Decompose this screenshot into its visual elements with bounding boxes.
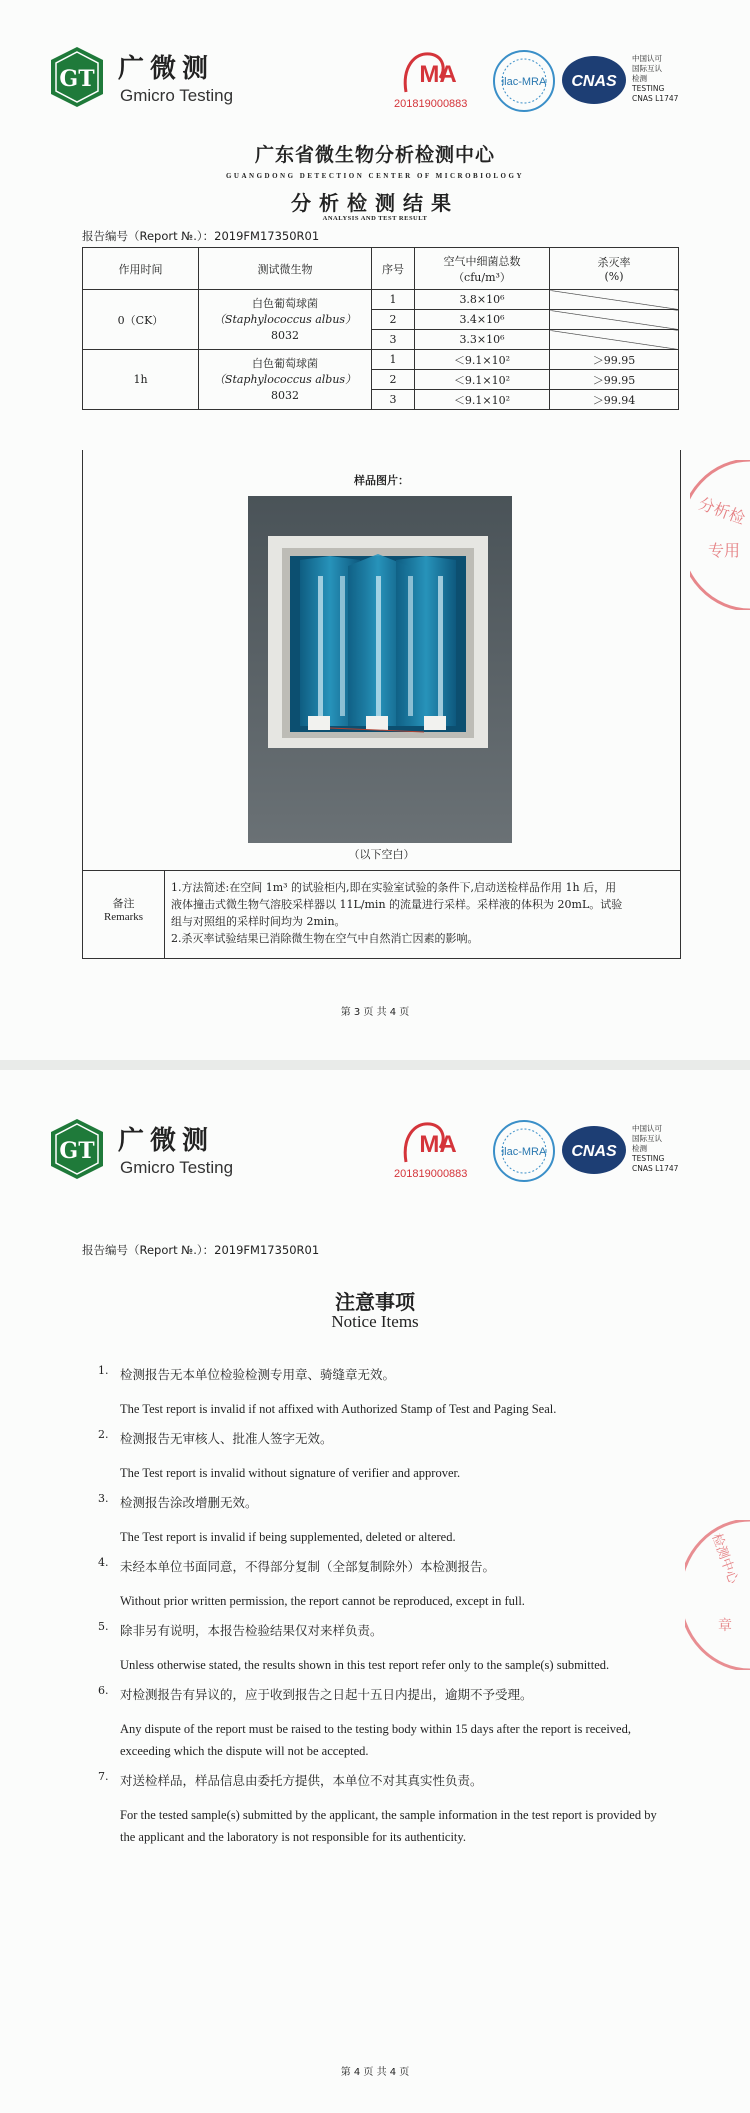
- cnas-logo-icon: [560, 54, 628, 106]
- notice-item: 4. 未经本单位书面同意，不得部分复制（全部复制除外）本检测报告。 Without prior written permission, the report cannot be reproduced, except in full.: [98, 1556, 525, 1608]
- count-cell: ＜9.1×10²: [415, 390, 550, 410]
- seq-cell: 2: [372, 370, 415, 390]
- notice-item: 6. 对检测报告有异议的，应于收到报告之日起十五日内提出，逾期不予受理。 Any dispute of the report must be raised to the testing body within 15 days after the report is received, exceeding which the dispute will not be accepted.: [98, 1684, 631, 1758]
- header-count: 空气中细菌总数 （cfu/m³）: [415, 248, 550, 290]
- gmicro-logo: [48, 44, 258, 114]
- group-organism: 白色葡萄球菌 （Staphylococcus albus） 8032: [199, 290, 372, 350]
- remarks-box: [82, 870, 681, 959]
- kill-cell: ＞99.94: [550, 390, 679, 410]
- kill-cell: [550, 330, 679, 350]
- svg-text:章: 章: [718, 1618, 732, 1634]
- report-number: 报告编号（Report №.）：2019FM17350R01: [82, 229, 320, 243]
- notice-title-en: Notice Items: [331, 1312, 419, 1331]
- cma-number: 201819000883: [394, 98, 468, 110]
- ilac-label: ilac-MRA: [501, 1146, 547, 1158]
- notice-title-cn: 注意事项: [335, 1290, 415, 1314]
- cma-label: MA: [419, 61, 457, 88]
- count-cell: ＜9.1×10²: [415, 350, 550, 370]
- cma-logo-icon: [400, 1118, 474, 1166]
- remarks-label: 备注 Remarks: [83, 871, 165, 958]
- sample-photo: [248, 496, 512, 843]
- notice-item: 5. 除非另有说明，本报告检验结果仅对来样负责。 Unless otherwise stated, the results shown in this test report refer only to the sample(s) submitted.: [98, 1620, 610, 1672]
- group-time: 0（CK）: [83, 290, 199, 350]
- cnas-accreditation-text: 中国认可 国际互认 检测 TESTING CNAS L1747: [632, 54, 679, 103]
- sample-photo-section: [82, 450, 681, 870]
- notice-item: 1. 检测报告无本单位检验检测专用章、骑缝章无效。 The Test report is invalid if not affixed with Authorized Stamp of Test and Paging Seal.: [98, 1364, 557, 1416]
- remarks-text: 1.方法简述:在空间 1m³ 的试验柜内,即在实验室试验的条件下,启动送检样品作用 1h 后，用 液体撞击式微生物气溶胶采样器以 11L/min 的流量进行采样。采样液的体积为 20mL。试验 组与对照组的采样时间均为 2min。 2.杀灭率试验结果已消除微生物在空气中自然消亡因素的影响。: [171, 881, 623, 945]
- result-title-en: ANALYSIS AND TEST RESULT: [322, 215, 428, 222]
- results-table: [82, 247, 679, 410]
- notice-item: 7. 对送检样品，样品信息由委托方提供，本单位不对其真实性负责。 For the tested sample(s) submitted by the applicant, the sample information in the test report is provided by the applicant and the laboratory is not responsible for its authenticity.: [98, 1770, 657, 1844]
- brand-name-cn: 广微测: [118, 1126, 215, 1156]
- notice-list: [98, 1364, 658, 1856]
- header-kill-rate: 杀灭率 (%): [550, 248, 679, 290]
- gt-badge-icon: [48, 1118, 106, 1180]
- table-header-row: [83, 248, 679, 290]
- kill-cell: ＞99.95: [550, 350, 679, 370]
- kill-cell: [550, 310, 679, 330]
- ilac-mra-logo-icon: [490, 48, 558, 114]
- header-seq: 序号: [372, 248, 415, 290]
- red-seal-stamp: [690, 460, 750, 610]
- svg-text:专用: 专用: [707, 541, 741, 560]
- logo-badge-text: GT: [59, 1138, 95, 1164]
- table-row: [83, 290, 679, 310]
- count-cell: ＜9.1×10²: [415, 370, 550, 390]
- certification-logos: [394, 48, 720, 118]
- svg-text:检测中心: 检测中心: [708, 1531, 741, 1586]
- count-cell: 3.3×10⁶: [415, 330, 550, 350]
- brand-name-en: Gmicro Testing: [120, 1158, 234, 1177]
- cma-logo-icon: [400, 48, 474, 96]
- blank-below-note: （以下空白）: [348, 848, 415, 861]
- header-time: 作用时间: [83, 248, 199, 290]
- seq-cell: 1: [372, 290, 415, 310]
- seq-cell: 3: [372, 330, 415, 350]
- ilac-label: ilac-MRA: [501, 76, 547, 88]
- kill-cell: [550, 290, 679, 310]
- cnas-accreditation-text: 中国认可 国际互认 检测 TESTING CNAS L1747: [632, 1124, 679, 1173]
- header-organism: 测试微生物: [199, 248, 372, 290]
- gt-badge-icon: [48, 46, 106, 108]
- cnas-label: CNAS: [571, 73, 617, 90]
- sample-photo-label: 样品图片：: [354, 474, 409, 487]
- group-organism: 白色葡萄球菌 （Staphylococcus albus） 8032: [199, 350, 372, 410]
- group-time: 1h: [83, 350, 199, 410]
- svg-text:分析检: 分析检: [696, 493, 748, 528]
- cnas-logo-icon: [560, 1124, 628, 1176]
- notice-item: 3. 检测报告涂改增删无效。 The Test report is invalid if being supplemented, deleted or altered.: [98, 1492, 456, 1544]
- seq-cell: 3: [372, 390, 415, 410]
- count-cell: 3.8×10⁶: [415, 290, 550, 310]
- brand-name-cn: 广微测: [118, 54, 215, 84]
- page-number: 第 4 页 共 4 页: [340, 2067, 410, 2078]
- page-number: 第 3 页 共 4 页: [340, 1007, 410, 1018]
- result-title-cn: 分析检测结果: [291, 191, 459, 215]
- gmicro-logo: [48, 1116, 258, 1186]
- cnas-label: CNAS: [571, 1143, 617, 1160]
- report-number: 报告编号（Report №.）：2019FM17350R01: [82, 1243, 320, 1257]
- table-row: [83, 350, 679, 370]
- count-cell: 3.4×10⁶: [415, 310, 550, 330]
- center-title-en: GUANGDONG DETECTION CENTER OF MICROBIOLOGY: [225, 172, 525, 180]
- seq-cell: 1: [372, 350, 415, 370]
- center-title-cn: 广东省微生物分析检测中心: [254, 144, 495, 166]
- notice-item: 2. 检测报告无审核人、批准人签字无效。 The Test report is invalid without signature of verifier and approver.: [98, 1428, 461, 1480]
- brand-name-en: Gmicro Testing: [120, 86, 234, 105]
- ilac-mra-logo-icon: [490, 1118, 558, 1184]
- cma-label: MA: [419, 1131, 457, 1158]
- logo-badge-text: GT: [59, 66, 95, 92]
- cma-number: 201819000883: [394, 1168, 468, 1180]
- red-seal-stamp: [685, 1520, 750, 1670]
- seq-cell: 2: [372, 310, 415, 330]
- certification-logos: [394, 1118, 720, 1188]
- kill-cell: ＞99.95: [550, 370, 679, 390]
